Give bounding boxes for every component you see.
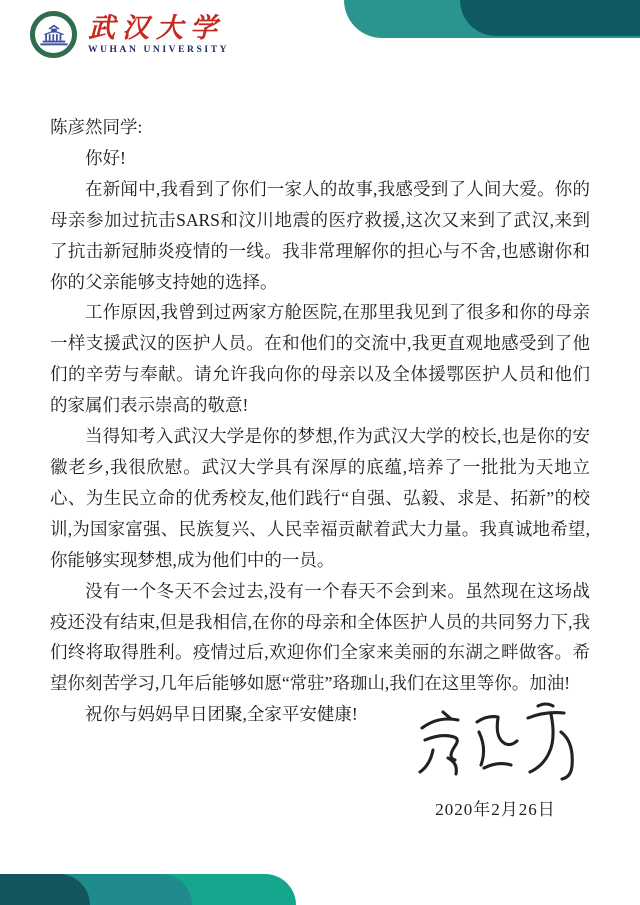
letter-salutation: 陈彦然同学:	[50, 117, 143, 137]
letter-paragraph-1: 在新闻中,我看到了你们一家人的故事,我感受到了人间大爱。你的母亲参加过抗击SARS和汶川地震的医疗救援,这次又来到了武汉,来到了抗击新冠肺炎疫情的一线。我非常理解你的担心与不舍,也感谢你和你的父亲能够支持她的选择。	[50, 178, 590, 292]
letter-paragraph-4: 没有一个冬天不会过去,没有一个春天不会到来。虽然现在这场战疫还没有结束,但是我相信,在你的母亲和全体医护人员的共同努力下,我们终将取得胜利。疫情过后,欢迎你们全家来美丽的东湖之畔做客。希望你刻苦学习,几年后能够如愿“常驻”珞珈山,我们在这里等你。加油!	[50, 580, 590, 694]
seal-building-icon	[38, 23, 70, 47]
letter-closing: 祝你与妈妈早日团聚,全家平安健康!	[85, 704, 358, 725]
letter-greeting: 你好!	[85, 147, 126, 168]
university-logo	[30, 11, 229, 58]
letter-paragraph-3: 当得知考入武汉大学是你的梦想,作为武汉大学的校长,也是你的安徽老乡,我很欣慰。武汉大学具有深厚的底蕴,培养了一批批为天地立心、为生民立命的优秀校友,他们践行“自强、弘毅、求是、拓新”的校训,为国家富强、民族复兴、人民幸福贡献着武大力量。我真诚地希望,你能够实现梦想,成为他们中的一员。	[50, 426, 590, 570]
letter-paragraph-2: 工作原因,我曾到过两家方舱医院,在那里我见到了很多和你的母亲一样支援武汉的医护人员。在和他们的交流中,我更直观地感受到了他们的辛劳与奉献。请允许我向你的母亲以及全体援鄂医护人员和他们的家属们表示崇高的敬意!	[50, 302, 590, 416]
logo-english-name: WUHAN UNIVERSITY	[88, 45, 230, 56]
bottom-left-teal-shape-dark	[0, 874, 90, 905]
letter-date: 2020年2月26日	[435, 800, 556, 819]
signature-handwriting	[410, 698, 595, 786]
signature-strokes-icon	[410, 698, 585, 786]
logo-chinese-name: 武汉大学	[88, 12, 224, 43]
top-right-teal-shape-dark	[460, 0, 640, 36]
university-seal-icon	[30, 11, 77, 58]
letter-body	[50, 112, 590, 730]
logo-wordmark	[88, 14, 229, 56]
